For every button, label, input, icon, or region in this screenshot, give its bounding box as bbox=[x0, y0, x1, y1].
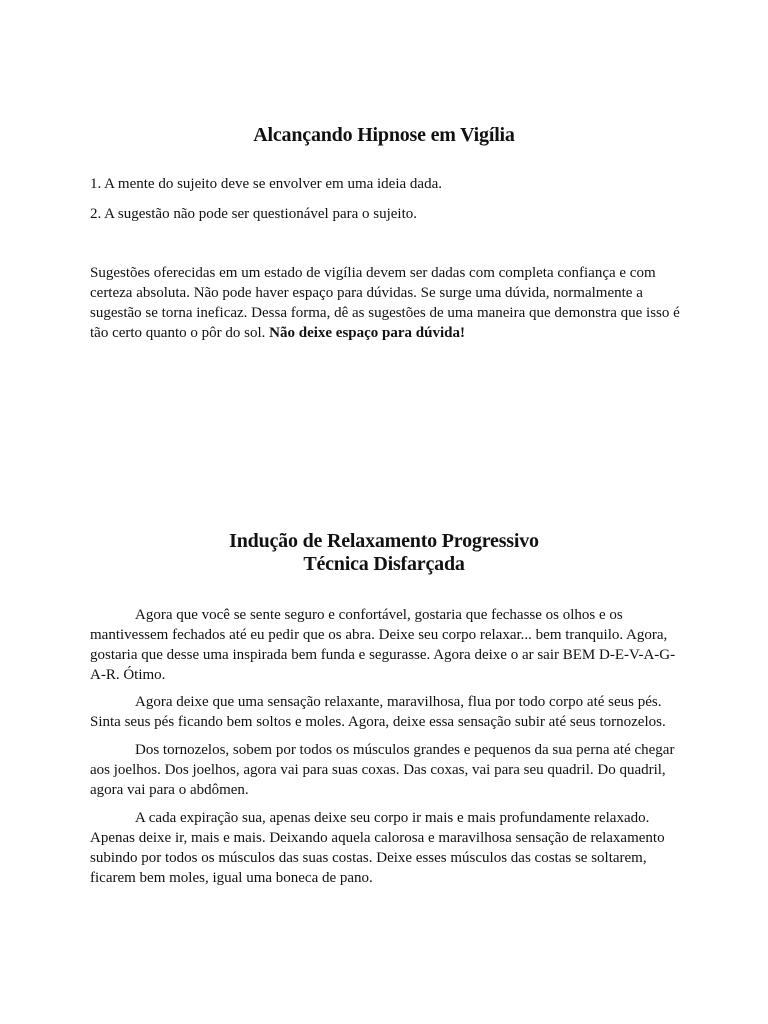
paragraph-waking-suggestions bbox=[90, 263, 682, 343]
section-title-waking-hypnosis: Alcançando Hipnose em Vigília bbox=[253, 124, 515, 146]
title-line-1: Indução de Relaxamento Progressivo bbox=[229, 530, 539, 552]
paragraph: Dos tornozelos, sobem por todos os músculos grandes e pequenos da sua perna até chegar aos joelhos. Dos joelhos, agora vai para suas coxas. Das coxas, vai para seu quadril. Do quadril, agora vai para o abdômen. bbox=[90, 742, 675, 798]
emphasis-text: Não deixe espaço para dúvida! bbox=[269, 325, 465, 341]
paragraph: Agora que você se sente seguro e confortável, gostaria que fechasse os olhos e os mantivessem fechados até eu pedir que os abra. Deixe seu corpo relaxar... bem tranquilo. Agora, gostaria que desse uma inspirada bem funda e segurasse. Agora deixe o ar sair BEM D-E-V-A-G-A-R. Ótimo. bbox=[90, 607, 676, 683]
list-item: 1. A mente do sujeito deve se envolver em uma ideia dada. bbox=[90, 176, 442, 192]
section-title-progressive-relaxation bbox=[0, 530, 768, 576]
paragraph: Agora deixe que uma sensação relaxante, maravilhosa, flua por todo corpo até seus pés. Sinta seus pés ficando bem soltos e moles. Agora, deixe essa sensação subir até seus tornozelos. bbox=[90, 694, 666, 730]
title-line-2: Técnica Disfarçada bbox=[303, 553, 465, 575]
paragraph-text: Sugestões oferecidas em um estado de vigília devem ser dadas com completa confiança e com certeza absoluta. Não pode haver espaço para dúvidas. Se surge uma dúvida, normalmente a sugestão se torna ineficaz. Dessa forma, dê as sugestões de uma maneira que demonstra que isso é tão certo quanto o pôr do sol. bbox=[90, 265, 680, 341]
paragraph: A cada expiração sua, apenas deixe seu corpo ir mais e mais profundamente relaxado. Apenas deixe ir, mais e mais. Deixando aquela calorosa e maravilhosa sensação de relaxamento subindo por todos os músculos das suas costas. Deixe esses músculos das costas se soltarem, ficarem bem moles, igual uma boneca de pano. bbox=[90, 810, 665, 886]
list-item: 2. A sugestão não pode ser questionável para o sujeito. bbox=[90, 206, 418, 222]
